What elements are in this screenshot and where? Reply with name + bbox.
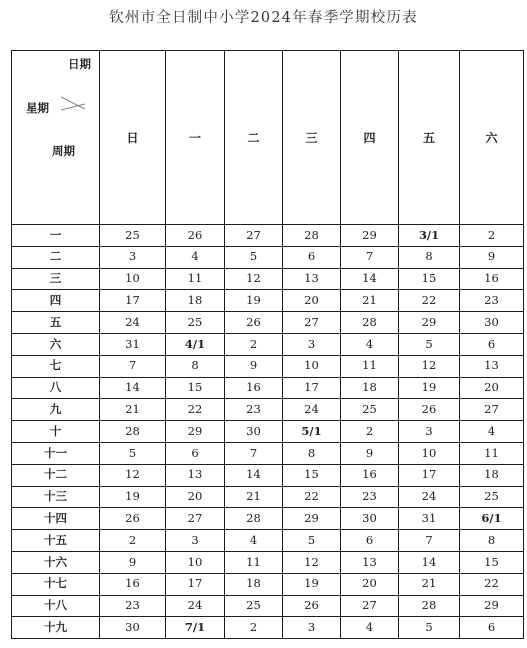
date-cell: 18 <box>460 464 524 486</box>
date-cell: 30 <box>225 421 283 443</box>
table-row <box>12 290 524 312</box>
date-cell: 11 <box>166 268 225 290</box>
table-row <box>12 530 524 552</box>
date-cell: 13 <box>341 551 399 573</box>
date-cell: 7 <box>341 246 399 268</box>
date-cell: 14 <box>225 464 283 486</box>
week-number-cell: 八 <box>12 377 100 399</box>
date-cell: 20 <box>283 290 341 312</box>
date-cell: 10 <box>100 268 166 290</box>
date-cell: 31 <box>100 333 166 355</box>
date-cell: 17 <box>166 573 225 595</box>
date-cell: 26 <box>225 312 283 334</box>
date-cell: 3 <box>399 421 460 443</box>
date-cell: 28 <box>399 595 460 617</box>
table-row <box>12 421 524 443</box>
week-number-cell: 十二 <box>12 464 100 486</box>
date-cell: 17 <box>399 464 460 486</box>
date-cell: 19 <box>100 486 166 508</box>
date-cell: 4 <box>460 421 524 443</box>
week-number-cell: 七 <box>12 355 100 377</box>
date-cell: 21 <box>399 573 460 595</box>
weekday-header-sun: 日 <box>100 51 166 225</box>
date-cell: 19 <box>399 377 460 399</box>
date-cell: 10 <box>399 442 460 464</box>
date-cell: 5 <box>283 530 341 552</box>
table-row <box>12 399 524 421</box>
table-row <box>12 508 524 530</box>
date-cell: 12 <box>100 464 166 486</box>
date-cell: 29 <box>399 312 460 334</box>
date-cell: 29 <box>341 225 399 247</box>
date-cell: 26 <box>399 399 460 421</box>
table-row <box>12 573 524 595</box>
date-cell: 7 <box>225 442 283 464</box>
table-row <box>12 268 524 290</box>
date-cell: 5 <box>399 333 460 355</box>
date-cell: 3 <box>100 246 166 268</box>
date-cell: 3/1 <box>399 225 460 247</box>
date-cell: 9 <box>341 442 399 464</box>
week-number-cell: 六 <box>12 333 100 355</box>
date-cell: 28 <box>283 225 341 247</box>
date-cell: 30 <box>460 312 524 334</box>
date-cell: 3 <box>166 530 225 552</box>
date-cell: 26 <box>166 225 225 247</box>
date-cell: 30 <box>341 508 399 530</box>
date-cell: 31 <box>399 508 460 530</box>
date-cell: 2 <box>225 333 283 355</box>
table-row <box>12 355 524 377</box>
date-cell: 22 <box>399 290 460 312</box>
date-cell: 6 <box>460 617 524 639</box>
date-cell: 24 <box>283 399 341 421</box>
date-cell: 7 <box>100 355 166 377</box>
date-cell: 21 <box>100 399 166 421</box>
date-cell: 2 <box>225 617 283 639</box>
week-number-cell: 十四 <box>12 508 100 530</box>
date-cell: 4 <box>225 530 283 552</box>
date-cell: 3 <box>283 617 341 639</box>
date-cell: 6 <box>166 442 225 464</box>
date-cell: 14 <box>100 377 166 399</box>
date-cell: 25 <box>225 595 283 617</box>
date-cell: 8 <box>166 355 225 377</box>
weekday-header-thu: 四 <box>341 51 399 225</box>
table-row <box>12 333 524 355</box>
date-cell: 8 <box>399 246 460 268</box>
week-number-cell: 十三 <box>12 486 100 508</box>
week-number-cell: 一 <box>12 225 100 247</box>
date-cell: 9 <box>460 246 524 268</box>
week-number-cell: 五 <box>12 312 100 334</box>
date-cell: 2 <box>341 421 399 443</box>
corner-header-cell <box>12 51 100 225</box>
table-row <box>12 442 524 464</box>
header-row <box>12 51 524 225</box>
weekday-header-wed: 三 <box>283 51 341 225</box>
date-cell: 4 <box>341 333 399 355</box>
date-cell: 21 <box>341 290 399 312</box>
date-cell: 2 <box>100 530 166 552</box>
date-cell: 10 <box>283 355 341 377</box>
date-cell: 23 <box>225 399 283 421</box>
date-cell: 15 <box>460 551 524 573</box>
week-number-cell: 二 <box>12 246 100 268</box>
weekday-header-tue: 二 <box>225 51 283 225</box>
table-row <box>12 225 524 247</box>
date-cell: 8 <box>283 442 341 464</box>
date-cell: 13 <box>166 464 225 486</box>
date-cell: 6 <box>283 246 341 268</box>
table-row <box>12 464 524 486</box>
date-cell: 8 <box>460 530 524 552</box>
page-title: 钦州市全日制中小学2024年春季学期校历表 <box>109 10 418 26</box>
date-cell: 28 <box>100 421 166 443</box>
date-cell: 25 <box>460 486 524 508</box>
date-cell: 12 <box>283 551 341 573</box>
date-cell: 9 <box>225 355 283 377</box>
date-cell: 6 <box>341 530 399 552</box>
date-cell: 27 <box>225 225 283 247</box>
date-cell: 19 <box>283 573 341 595</box>
date-cell: 25 <box>166 312 225 334</box>
week-number-cell: 十九 <box>12 617 100 639</box>
date-cell: 23 <box>460 290 524 312</box>
table-row <box>12 377 524 399</box>
week-number-cell: 十八 <box>12 595 100 617</box>
date-cell: 29 <box>166 421 225 443</box>
date-cell: 14 <box>399 551 460 573</box>
date-cell: 17 <box>283 377 341 399</box>
week-axis-label: 周期 <box>52 144 75 158</box>
table-row <box>12 246 524 268</box>
table-row <box>12 312 524 334</box>
date-cell: 25 <box>100 225 166 247</box>
date-cell: 9 <box>100 551 166 573</box>
week-number-cell: 四 <box>12 290 100 312</box>
date-cell: 27 <box>341 595 399 617</box>
date-cell: 24 <box>100 312 166 334</box>
date-cell: 27 <box>460 399 524 421</box>
date-cell: 11 <box>460 442 524 464</box>
date-cell: 17 <box>100 290 166 312</box>
date-cell: 20 <box>460 377 524 399</box>
date-cell: 13 <box>460 355 524 377</box>
date-cell: 27 <box>283 312 341 334</box>
week-number-cell: 十 <box>12 421 100 443</box>
date-cell: 5 <box>399 617 460 639</box>
date-cell: 22 <box>166 399 225 421</box>
date-cell: 15 <box>166 377 225 399</box>
date-cell: 24 <box>166 595 225 617</box>
date-cell: 22 <box>283 486 341 508</box>
date-cell: 13 <box>283 268 341 290</box>
date-cell: 15 <box>399 268 460 290</box>
date-cell: 6 <box>460 333 524 355</box>
date-cell: 28 <box>341 312 399 334</box>
date-cell: 25 <box>341 399 399 421</box>
date-cell: 23 <box>341 486 399 508</box>
date-cell: 27 <box>166 508 225 530</box>
date-cell: 24 <box>399 486 460 508</box>
date-cell: 12 <box>225 268 283 290</box>
weekday-header-mon: 一 <box>166 51 225 225</box>
date-cell: 7/1 <box>166 617 225 639</box>
week-number-cell: 十七 <box>12 573 100 595</box>
date-cell: 30 <box>100 617 166 639</box>
date-cell: 2 <box>460 225 524 247</box>
date-cell: 15 <box>283 464 341 486</box>
date-cell: 21 <box>225 486 283 508</box>
date-cell: 11 <box>225 551 283 573</box>
week-number-cell: 十一 <box>12 442 100 464</box>
date-cell: 11 <box>341 355 399 377</box>
date-cell: 7 <box>399 530 460 552</box>
diagonal-divider-icon <box>60 95 86 111</box>
date-cell: 23 <box>100 595 166 617</box>
date-cell: 14 <box>341 268 399 290</box>
date-axis-label: 日期 <box>68 57 91 71</box>
date-cell: 4/1 <box>166 333 225 355</box>
week-number-cell: 三 <box>12 268 100 290</box>
date-cell: 28 <box>225 508 283 530</box>
week-number-cell: 十五 <box>12 530 100 552</box>
date-cell: 12 <box>399 355 460 377</box>
date-cell: 18 <box>225 573 283 595</box>
date-cell: 20 <box>166 486 225 508</box>
date-cell: 16 <box>100 573 166 595</box>
date-cell: 4 <box>341 617 399 639</box>
date-cell: 29 <box>460 595 524 617</box>
date-cell: 5 <box>100 442 166 464</box>
date-cell: 18 <box>341 377 399 399</box>
date-cell: 10 <box>166 551 225 573</box>
date-cell: 26 <box>283 595 341 617</box>
date-cell: 16 <box>460 268 524 290</box>
date-cell: 3 <box>283 333 341 355</box>
date-cell: 5/1 <box>283 421 341 443</box>
date-cell: 6/1 <box>460 508 524 530</box>
date-cell: 16 <box>341 464 399 486</box>
date-cell: 18 <box>166 290 225 312</box>
date-cell: 26 <box>100 508 166 530</box>
week-number-cell: 九 <box>12 399 100 421</box>
weekday-header-sat: 六 <box>460 51 524 225</box>
table-row <box>12 595 524 617</box>
date-cell: 4 <box>166 246 225 268</box>
calendar-table <box>11 50 524 639</box>
date-cell: 5 <box>225 246 283 268</box>
date-cell: 22 <box>460 573 524 595</box>
weekday-header-fri: 五 <box>399 51 460 225</box>
table-row <box>12 486 524 508</box>
date-cell: 20 <box>341 573 399 595</box>
date-cell: 29 <box>283 508 341 530</box>
week-number-cell: 十六 <box>12 551 100 573</box>
date-cell: 16 <box>225 377 283 399</box>
table-row <box>12 617 524 639</box>
table-row <box>12 551 524 573</box>
date-cell: 19 <box>225 290 283 312</box>
weekday-axis-label: 星期 <box>26 101 49 115</box>
